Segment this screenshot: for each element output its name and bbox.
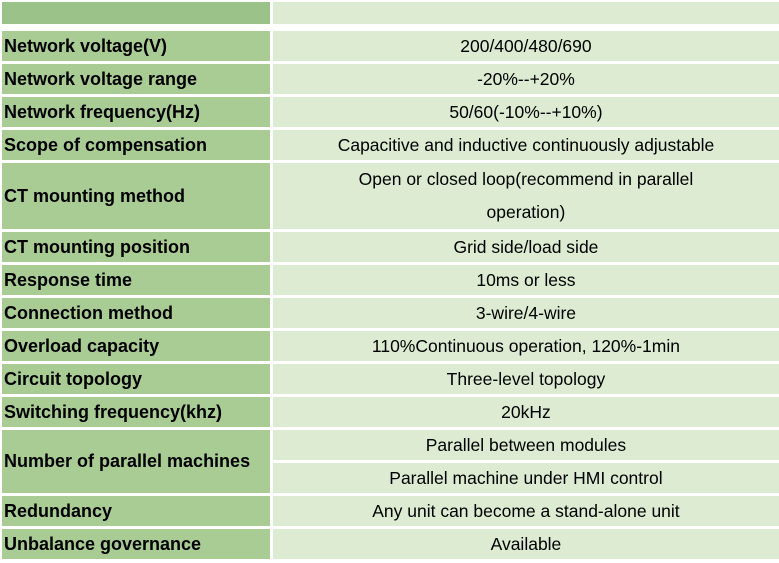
row-value: Capacitive and inductive continuously adjustable [273, 127, 779, 160]
table-row [2, 61, 779, 94]
row-value: Parallel between modules [273, 427, 779, 460]
table-row [2, 361, 779, 394]
row-label: Network frequency(Hz) [2, 94, 273, 127]
row-value: 110%Continuous operation, 120%-1min [273, 328, 779, 361]
row-value: Any unit can become a stand-alone unit [273, 493, 779, 526]
row-value: Open or closed loop(recommend in parallel operation) [273, 160, 779, 229]
row-value: Grid side/load side [273, 229, 779, 262]
row-label: Overload capacity [2, 328, 273, 361]
header-cell-left [2, 2, 273, 24]
row-value: 20kHz [273, 394, 779, 427]
table-row [2, 229, 779, 262]
header-cell-right [273, 2, 779, 24]
row-value: Available [273, 526, 779, 559]
row-label: Scope of compensation [2, 127, 273, 160]
table-row [2, 28, 779, 61]
header-row [2, 2, 779, 24]
row-label: Switching frequency(khz) [2, 394, 273, 427]
row-label: Redundancy [2, 493, 273, 526]
row-label: Connection method [2, 295, 273, 328]
table-row [2, 127, 779, 160]
table-row [2, 394, 779, 427]
row-value: -20%--+20% [273, 61, 779, 94]
row-value: Three-level topology [273, 361, 779, 394]
table-row [2, 493, 779, 526]
row-label: Circuit topology [2, 361, 273, 394]
row-value: 200/400/480/690 [273, 28, 779, 61]
spec-table [2, 2, 779, 559]
row-label: Network voltage(V) [2, 28, 273, 61]
row-value: 50/60(-10%--+10%) [273, 94, 779, 127]
table-row [2, 94, 779, 127]
table-row [2, 526, 779, 559]
row-value: Parallel machine under HMI control [273, 460, 779, 493]
row-label: Number of parallel machines [2, 427, 273, 493]
row-label: Unbalance governance [2, 526, 273, 559]
row-value: 10ms or less [273, 262, 779, 295]
row-label: CT mounting method [2, 160, 273, 229]
row-value: 3-wire/4-wire [273, 295, 779, 328]
table-row [2, 262, 779, 295]
table-row [2, 427, 779, 460]
row-label: Response time [2, 262, 273, 295]
table-row [2, 160, 779, 229]
row-label: CT mounting position [2, 229, 273, 262]
row-label: Network voltage range [2, 61, 273, 94]
table-row [2, 295, 779, 328]
table-row [2, 328, 779, 361]
